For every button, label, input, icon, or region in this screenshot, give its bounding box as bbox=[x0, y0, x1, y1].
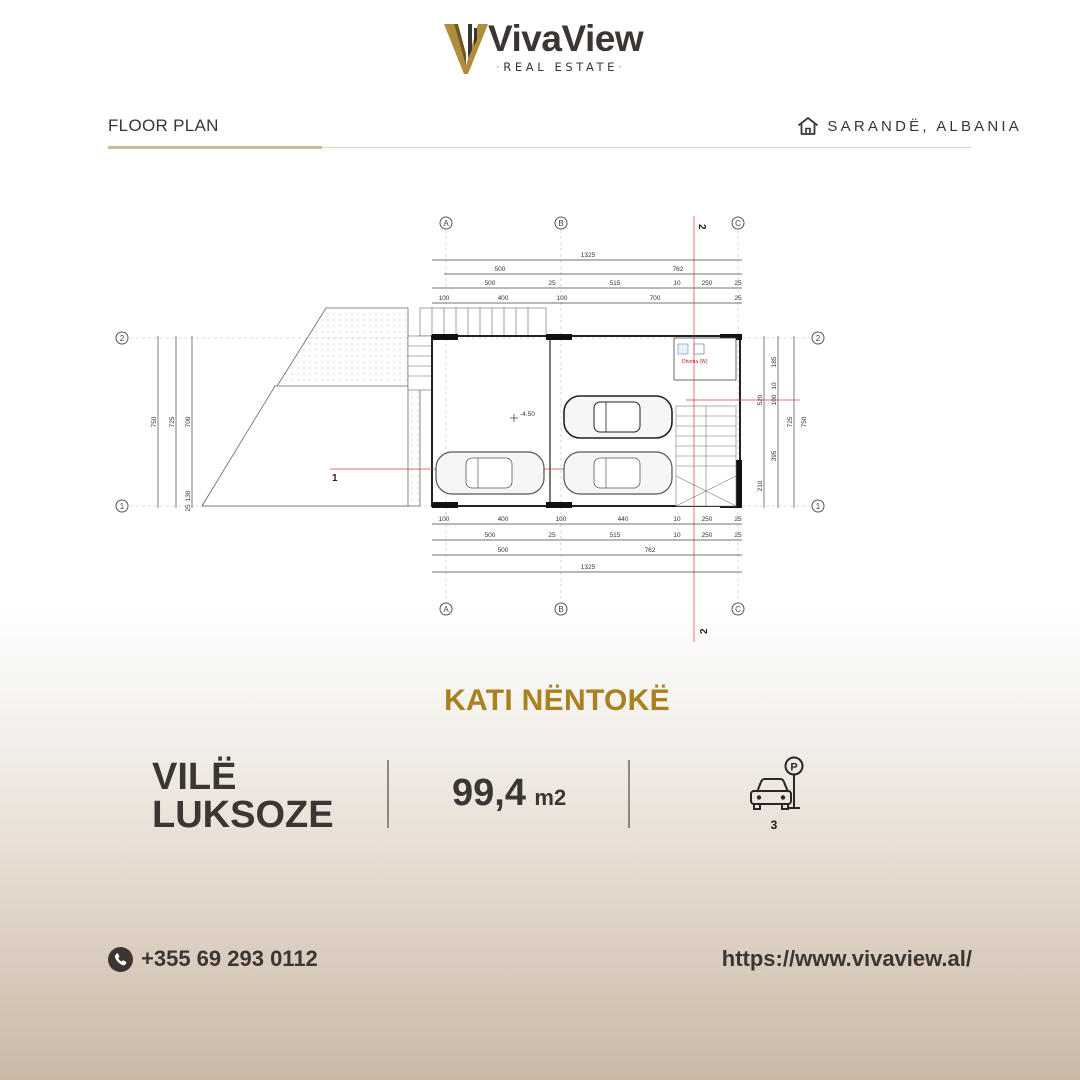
axis-b-top: B bbox=[558, 219, 564, 228]
axis-b-bottom: B bbox=[558, 605, 564, 614]
dim-bot-12: 25 bbox=[734, 532, 742, 539]
phone-number[interactable]: +355 69 293 0112 bbox=[141, 946, 318, 971]
property-type bbox=[152, 758, 372, 834]
dim-bot-3: 440 bbox=[617, 516, 629, 523]
home-outline-icon bbox=[797, 116, 819, 136]
axis-2-right: 2 bbox=[815, 334, 821, 343]
phone-contact[interactable] bbox=[108, 946, 318, 972]
location bbox=[797, 116, 1022, 136]
dim-bot-14: 762 bbox=[644, 547, 656, 554]
floor-title: KATI NËNTOKË bbox=[444, 684, 670, 717]
dim-right-3: 520 bbox=[757, 394, 764, 406]
dim-left-1: 725 bbox=[169, 416, 176, 428]
dim-right-4: 395 bbox=[771, 450, 778, 462]
dim-right-7: 750 bbox=[801, 416, 808, 428]
brand-tagline: ·REAL ESTATE· bbox=[496, 60, 626, 74]
dim-bot-0: 100 bbox=[438, 516, 450, 523]
dim-top-8: 25 bbox=[734, 280, 742, 287]
dim-bot-1: 400 bbox=[497, 516, 509, 523]
section-mark-1: 1 bbox=[332, 473, 338, 484]
dim-bot-10: 10 bbox=[673, 532, 681, 539]
dim-right-1: 10 bbox=[771, 382, 778, 390]
area-value: 99,4 bbox=[452, 772, 526, 814]
tagline-text: REAL ESTATE bbox=[503, 60, 619, 74]
dim-top-5: 515 bbox=[609, 280, 621, 287]
dim-right-2: 100 bbox=[771, 394, 778, 406]
axis-a-bottom: A bbox=[443, 605, 449, 614]
dim-bot-7: 500 bbox=[484, 532, 496, 539]
details-divider bbox=[387, 760, 389, 828]
dim-top-2: 762 bbox=[672, 266, 684, 273]
axis-1-right: 1 bbox=[815, 502, 821, 511]
header-divider-accent bbox=[108, 146, 322, 149]
dim-bot-total: 1325 bbox=[580, 564, 596, 571]
details-divider bbox=[628, 760, 630, 828]
axis-a-top: A bbox=[443, 219, 449, 228]
dim-bot-13: 500 bbox=[497, 547, 509, 554]
property-type-line2: LUKSOZE bbox=[152, 794, 334, 836]
dim-left-0: 750 bbox=[151, 416, 158, 428]
dim-right-6: 725 bbox=[787, 416, 794, 428]
dim-bot-8: 25 bbox=[548, 532, 556, 539]
dim-top-1: 500 bbox=[494, 266, 506, 273]
brand-logo bbox=[444, 18, 654, 78]
area-unit: m2 bbox=[534, 785, 567, 810]
dim-top-13: 25 bbox=[734, 295, 742, 302]
location-text: SARANDË, ALBANIA bbox=[827, 117, 1022, 135]
dim-top-3: 500 bbox=[484, 280, 496, 287]
dim-top-total: 1325 bbox=[580, 252, 596, 259]
parking-count: 3 bbox=[770, 818, 778, 832]
dim-bot-9: 515 bbox=[609, 532, 621, 539]
dim-top-4: 25 bbox=[548, 280, 556, 287]
svg-text:P: P bbox=[790, 761, 798, 774]
dim-left-2: 700 bbox=[185, 416, 192, 428]
dim-right-5: 210 bbox=[757, 480, 764, 492]
website-link[interactable]: https://www.vivaview.al/ bbox=[721, 946, 972, 971]
dim-top-10: 400 bbox=[497, 295, 509, 302]
dim-left-4: 25 bbox=[185, 504, 192, 512]
dim-top-7: 250 bbox=[701, 280, 713, 287]
dim-right-0: 185 bbox=[771, 356, 778, 368]
area bbox=[452, 772, 566, 815]
property-type-line1: VILË bbox=[152, 756, 237, 798]
dim-bot-6: 25 bbox=[734, 516, 742, 523]
dim-top-11: 100 bbox=[556, 295, 568, 302]
axis-c-top: C bbox=[735, 219, 741, 228]
dim-bot-2: 100 bbox=[555, 516, 567, 523]
car-top-view-icon bbox=[436, 452, 544, 494]
axis-c-bottom: C bbox=[735, 605, 741, 614]
dim-bot-11: 250 bbox=[701, 532, 713, 539]
dim-top-6: 10 bbox=[673, 280, 681, 287]
phone-icon bbox=[108, 947, 133, 972]
brand-name: VivaView bbox=[488, 18, 644, 59]
section-mark-2-top: 2 bbox=[696, 224, 707, 230]
room-label: Dhoma (W) bbox=[682, 359, 708, 365]
dim-bot-5: 250 bbox=[701, 516, 713, 523]
dim-top-9: 100 bbox=[438, 295, 450, 302]
dim-bot-4: 10 bbox=[673, 516, 681, 523]
axis-1-left: 1 bbox=[119, 502, 125, 511]
section-label: FLOOR PLAN bbox=[108, 116, 219, 135]
level-label: -4.50 bbox=[520, 411, 535, 418]
axis-2-left: 2 bbox=[119, 334, 125, 343]
car-top-view-icon bbox=[564, 452, 672, 494]
dim-top-12: 700 bbox=[649, 295, 661, 302]
car-top-view-icon bbox=[564, 396, 672, 438]
section-mark-2-bottom: 2 bbox=[699, 628, 710, 634]
logo-mark-icon bbox=[444, 20, 488, 76]
floor-plan-drawing bbox=[110, 210, 840, 650]
dim-left-3: 130 bbox=[185, 490, 192, 502]
